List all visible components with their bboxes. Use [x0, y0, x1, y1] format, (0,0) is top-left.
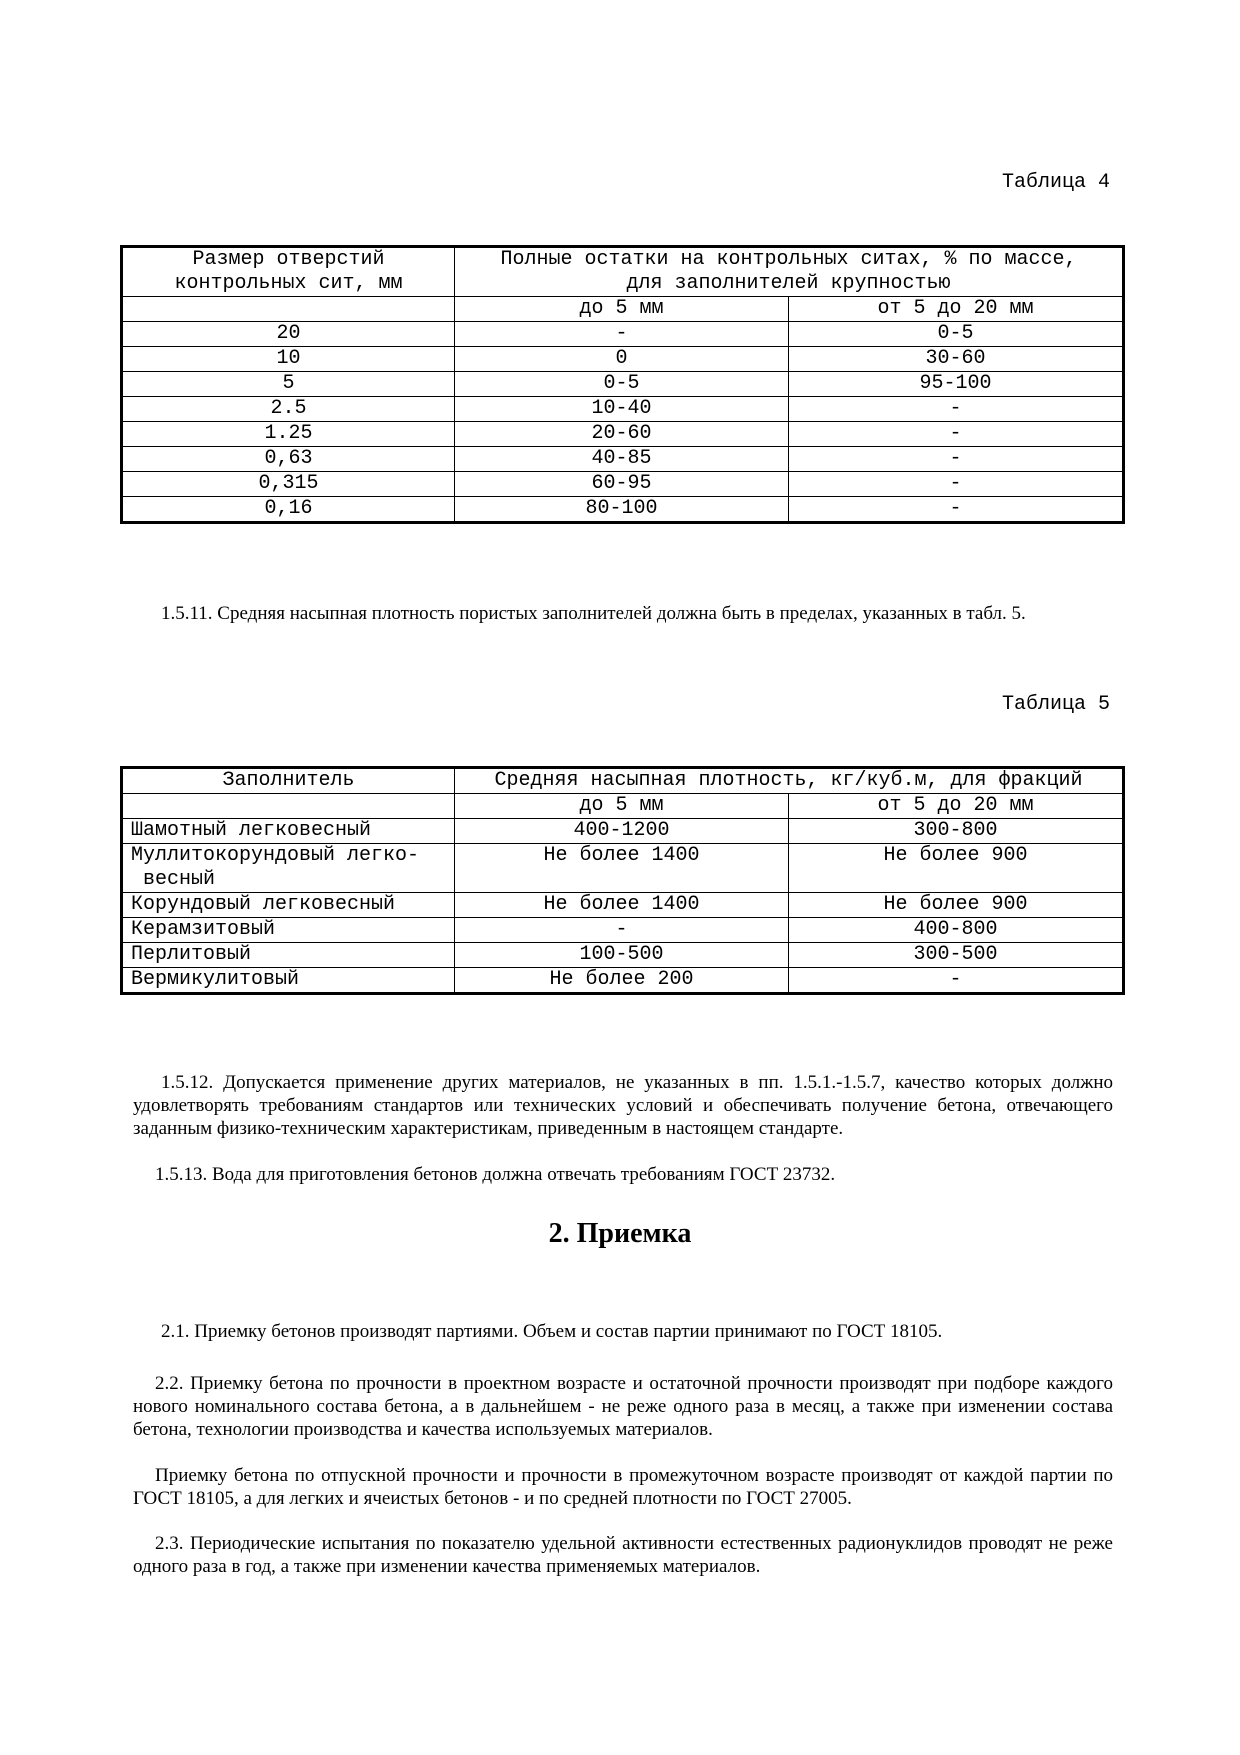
table5-row [122, 819, 1124, 844]
table4-header-sieve: Размер отверстий контрольных сит, мм [122, 247, 455, 297]
table4-cell: 2.5 [122, 397, 455, 422]
section-heading: 2. Приемка [548, 1218, 692, 1249]
table4-cell: 0,315 [122, 472, 455, 497]
table5-cell: Муллитокорундовый легко- весный [122, 844, 455, 893]
table4-cell: 0-5 [455, 372, 789, 397]
paragraph-2-2: 2.2. Приемку бетона по прочности в проектном возрасте и остаточной прочности производят при подборе каждого нового номинального состава бетона, а в дальнейшем - не реже одного раза в месяц, а также при изменении состава бетона, технологии производства и качества используемых материалов. [133, 1373, 1113, 1440]
table4-cell: 60-95 [455, 472, 789, 497]
table5-cell: Керамзитовый [122, 918, 455, 943]
table4-cell: 20 [122, 322, 455, 347]
table4-row [122, 322, 1124, 347]
table4 [120, 245, 1125, 524]
table4-cell: 0 [455, 347, 789, 372]
table5-subheader-row [122, 794, 1124, 819]
table5-cell: 400-800 [789, 918, 1124, 943]
table4-row [122, 422, 1124, 447]
table4-cell: - [789, 447, 1124, 472]
table5-header-density: Средняя насыпная плотность, кг/куб.м, для фракций [455, 768, 1124, 794]
table5-cell: 300-800 [789, 819, 1124, 844]
table5-cell: Перлитовый [122, 943, 455, 968]
table5-cell: Не более 200 [455, 968, 789, 994]
table5-row [122, 844, 1124, 893]
paragraph-1-5-12: 1.5.12. Допускается применение других материалов, не указанных в пп. 1.5.1.-1.5.7, качество которых должно удовлетворять требованиям стандартов или технических условий и обеспечивать получение бетона, отвечающего заданным физико-техническим характеристикам, приведенным в настоящем стандарте. [133, 1072, 1113, 1139]
table5-cell: 100-500 [455, 943, 789, 968]
table4-subheader-row [122, 297, 1124, 322]
table4-cell: 95-100 [789, 372, 1124, 397]
table4-cell: 0,16 [122, 497, 455, 523]
table4-row [122, 472, 1124, 497]
table4-cell: 80-100 [455, 497, 789, 523]
table5-header-aggregate: Заполнитель [122, 768, 455, 794]
table5-cell: - [789, 968, 1124, 994]
table5-subheader-col2: до 5 мм [455, 794, 789, 819]
table5-cell: Не более 1400 [455, 893, 789, 918]
table4-cell: - [789, 472, 1124, 497]
table5-caption: Таблица 5 [1001, 693, 1110, 716]
table4-cell: 1.25 [122, 422, 455, 447]
table4-cell: 0-5 [789, 322, 1124, 347]
table4-cell: - [789, 397, 1124, 422]
table5-row [122, 968, 1124, 994]
table4-cell: - [455, 322, 789, 347]
table5-cell: Не более 1400 [455, 844, 789, 893]
table5-cell: Не более 900 [789, 893, 1124, 918]
paragraph-2-3: 2.3. Периодические испытания по показателю удельной активности естественных радионуклидов проводят не реже одного раза в год, а также при изменении качества применяемых материалов. [133, 1533, 1113, 1577]
table4-row [122, 497, 1124, 523]
table4-cell: 5 [122, 372, 455, 397]
table4-subheader-col3: от 5 до 20 мм [789, 297, 1124, 322]
table4-cell: 10 [122, 347, 455, 372]
table5-cell: 400-1200 [455, 819, 789, 844]
paragraph-2-1: 2.1. Приемку бетонов производят партиями. Объем и состав партии принимают по ГОСТ 18105. [161, 1321, 943, 1342]
table5-row [122, 893, 1124, 918]
table4-row [122, 397, 1124, 422]
table4-cell: 20-60 [455, 422, 789, 447]
table5-cell: Вермикулитовый [122, 968, 455, 994]
table4-header-residues: Полные остатки на контрольных ситах, % по массе, для заполнителей крупностью [455, 247, 1124, 297]
table4-cell: 0,63 [122, 447, 455, 472]
paragraph-1-5-11: 1.5.11. Средняя насыпная плотность пористых заполнителей должна быть в пределах, указанных в табл. 5. [161, 603, 1026, 624]
table4-row [122, 347, 1124, 372]
table4-header-row [122, 247, 1124, 297]
table5-row [122, 918, 1124, 943]
table4-cell: - [789, 497, 1124, 523]
table5-row [122, 943, 1124, 968]
table4-row [122, 372, 1124, 397]
table4-cell: 10-40 [455, 397, 789, 422]
table5-cell: Не более 900 [789, 844, 1124, 893]
table5 [120, 766, 1125, 995]
table5-header-row [122, 768, 1124, 794]
table5-cell: 300-500 [789, 943, 1124, 968]
table4-cell: 30-60 [789, 347, 1124, 372]
table4-row [122, 447, 1124, 472]
table4-cell: 40-85 [455, 447, 789, 472]
paragraph-2-2-continued: Приемку бетона по отпускной прочности и прочности в промежуточном возрасте производят от каждой партии по ГОСТ 18105, а для легких и ячеистых бетонов - и по средней плотности по ГОСТ 27005. [133, 1465, 1113, 1509]
table4-subheader-col2: до 5 мм [455, 297, 789, 322]
table5-subheader-col3: от 5 до 20 мм [789, 794, 1124, 819]
table5-subheader-empty [122, 794, 455, 819]
paragraph-1-5-13: 1.5.13. Вода для приготовления бетонов должна отвечать требованиям ГОСТ 23732. [155, 1164, 836, 1185]
table4-cell: - [789, 422, 1124, 447]
table5-cell: - [455, 918, 789, 943]
table4-subheader-empty [122, 297, 455, 322]
table5-cell: Шамотный легковесный [122, 819, 455, 844]
table5-cell: Корундовый легковесный [122, 893, 455, 918]
table4-caption: Таблица 4 [1001, 171, 1110, 194]
